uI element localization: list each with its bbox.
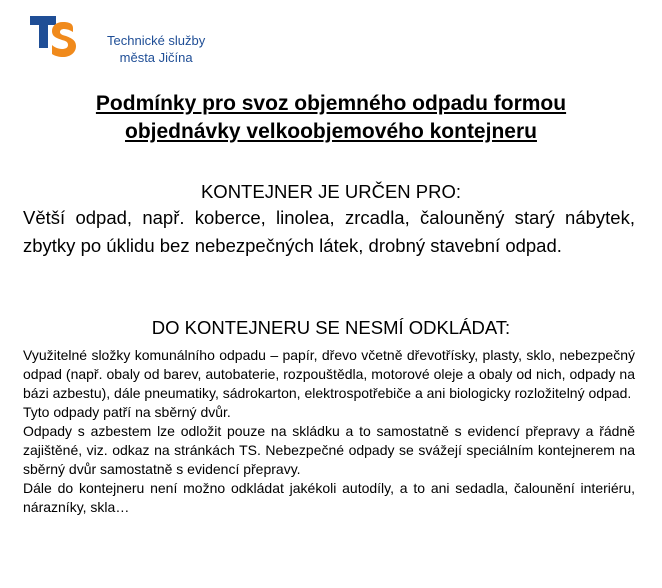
logo-text bbox=[107, 32, 205, 66]
title-line-1: Podmínky pro svoz objemného odpadu formou bbox=[95, 92, 567, 115]
forbidden-paragraph-4: Dále do kontejneru není možno odkládat jakékoli autodíly, a to ani sedadla, čalounění interiéru, nárazníky, skla… bbox=[23, 480, 635, 515]
logo-line-2: města Jičína bbox=[119, 50, 193, 65]
company-logo bbox=[30, 14, 210, 64]
document-title bbox=[0, 90, 662, 146]
forbidden-heading: DO KONTEJNERU SE NESMÍ ODKLÁDAT: bbox=[151, 317, 511, 338]
logo-line-1: Technické služby bbox=[107, 33, 206, 48]
ts-logo-mark-icon bbox=[30, 14, 78, 62]
forbidden-text bbox=[23, 346, 635, 517]
purpose-heading: KONTEJNER JE URČEN PRO: bbox=[200, 181, 462, 202]
title-line-2: objednávky velkoobjemového kontejneru bbox=[125, 120, 537, 143]
forbidden-paragraph-1: Využitelné složky komunálního odpadu – papír, dřevo včetně dřevotřísky, plasty, sklo, nebezpečný odpad (např. obaly od barev, autobaterie, rozpouštědla, motorové oleje a obaly od nich, odpady na bázi azbestu), dále pneumatiky, sádrokarton, elektrospotřebiče a ani biologicky rozložitelný odpad. bbox=[23, 347, 635, 401]
forbidden-paragraph-3: Odpady s azbestem lze odložit pouze na skládku a to samostatně s evidencí přepravy a řádně zajištěné, viz. odkaz na stránkách TS. Nebezpečné odpady se svážejí speciálním kontejnerem na sběrný dvůr samostatně s evidencí přepravy. bbox=[23, 423, 635, 477]
forbidden-paragraph-2: Tyto odpady patří na sběrný dvůr. bbox=[23, 404, 231, 420]
purpose-text: Větší odpad, např. koberce, linolea, zrcadla, čalouněný starý nábytek, zbytky po úklidu bez nebezpečných látek, drobný stavební odpad. bbox=[23, 207, 635, 256]
